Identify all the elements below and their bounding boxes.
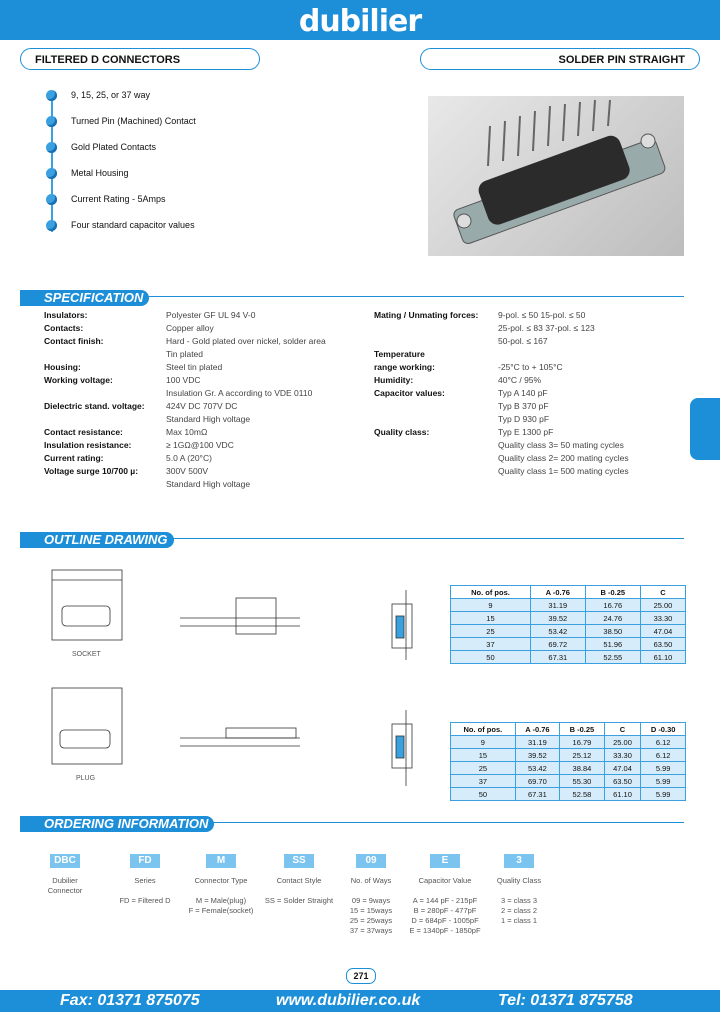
spec-value: 40°C / 95% bbox=[498, 375, 542, 385]
spec-value: 5.0 A (20°C) bbox=[166, 453, 212, 463]
spec-row bbox=[44, 478, 364, 491]
table-header-row bbox=[451, 586, 686, 599]
spec-value: Quality class 2= 200 mating cycles bbox=[498, 453, 629, 463]
table-cell: 38.84 bbox=[560, 762, 605, 775]
spec-row bbox=[44, 439, 364, 452]
spec-row bbox=[44, 374, 364, 387]
table-header-cell: No. of pos. bbox=[451, 586, 531, 599]
spec-value: Quality class 3= 50 mating cycles bbox=[498, 440, 624, 450]
socket-label: SOCKET bbox=[72, 651, 101, 658]
spec-value: Tin plated bbox=[166, 349, 204, 359]
table-row bbox=[451, 638, 686, 651]
table-cell: 47.04 bbox=[640, 625, 685, 638]
brand-logo: dubilier bbox=[298, 4, 422, 39]
spec-value: 50-pol. ≤ 167 bbox=[498, 336, 548, 346]
spec-row bbox=[44, 400, 364, 413]
order-code-box: M bbox=[206, 854, 236, 868]
spec-row bbox=[374, 361, 684, 374]
spec-value: ≥ 1GΩ@100 VDC bbox=[166, 440, 234, 450]
table-header-cell: No. of pos. bbox=[451, 723, 516, 736]
spec-value: Polyester GF UL 94 V-0 bbox=[166, 310, 256, 320]
table-cell: 38.50 bbox=[585, 625, 640, 638]
table-cell: 25.00 bbox=[604, 736, 640, 749]
table-header-cell: A -0.76 bbox=[530, 586, 585, 599]
order-code-description: Capacitor Value A = 144 pF - 215pF B = 280pF - 477pF D = 684pF - 1005pF E = 1340pF - 1850pF bbox=[409, 876, 481, 935]
table-cell: 67.31 bbox=[515, 788, 559, 801]
table-cell: 9 bbox=[451, 599, 531, 612]
spec-row bbox=[44, 452, 364, 465]
order-code-box: 09 bbox=[356, 854, 386, 868]
feature-item bbox=[46, 194, 166, 205]
spec-value: 300V 500V bbox=[166, 466, 209, 476]
order-code-description: Dubilier Connector bbox=[47, 876, 83, 895]
order-code-box: FD bbox=[130, 854, 160, 868]
telephone-number: Tel: 01371 875758 bbox=[498, 992, 633, 1009]
spec-row bbox=[44, 361, 364, 374]
product-photo bbox=[428, 96, 684, 256]
spec-label: Working voltage: bbox=[44, 375, 113, 385]
table-header-cell: D -0.30 bbox=[641, 723, 686, 736]
spec-row bbox=[44, 413, 364, 426]
spec-label: Capacitor values: bbox=[374, 388, 445, 398]
table-cell: 33.30 bbox=[640, 612, 685, 625]
spec-value: Standard High voltage bbox=[166, 414, 251, 424]
spec-row bbox=[374, 465, 684, 478]
table-cell: 47.04 bbox=[604, 762, 640, 775]
table-header-row bbox=[451, 723, 686, 736]
table-cell: 39.52 bbox=[515, 749, 559, 762]
table-row bbox=[451, 788, 686, 801]
spec-row bbox=[374, 348, 684, 361]
table-cell: 61.10 bbox=[604, 788, 640, 801]
outline-drawings bbox=[40, 560, 440, 820]
ordering-heading: ORDERING INFORMATION bbox=[20, 816, 214, 832]
feature-text: 9, 15, 25, or 37 way bbox=[71, 90, 151, 100]
table-cell: 37 bbox=[451, 775, 516, 788]
spec-heading: SPECIFICATION bbox=[20, 290, 149, 306]
table-row bbox=[451, 749, 686, 762]
socket-dimension-table bbox=[450, 585, 686, 664]
table-cell: 5.99 bbox=[641, 762, 686, 775]
order-code-box: 3 bbox=[504, 854, 534, 868]
order-code-description: Quality Class 3 = class 3 2 = class 2 1 = class 1 bbox=[496, 876, 542, 925]
order-code-description: Connector Type M = Male(plug) F = Female(socket) bbox=[188, 876, 254, 915]
table-header-cell: C bbox=[640, 586, 685, 599]
table-cell: 63.50 bbox=[640, 638, 685, 651]
spec-value: Standard High voltage bbox=[166, 479, 251, 489]
spec-value: Insulation Gr. A according to VDE 0110 bbox=[166, 388, 313, 398]
feature-text: Four standard capacitor values bbox=[71, 220, 195, 230]
feature-text: Current Rating - 5Amps bbox=[71, 194, 166, 204]
plug-label: PLUG bbox=[76, 775, 96, 782]
spec-value: Steel tin plated bbox=[166, 362, 223, 372]
table-cell: 50 bbox=[451, 651, 531, 664]
table-cell: 6.12 bbox=[641, 736, 686, 749]
right-title-text: SOLDER PIN STRAIGHT bbox=[558, 54, 685, 66]
table-cell: 39.52 bbox=[530, 612, 585, 625]
table-cell: 33.30 bbox=[604, 749, 640, 762]
spec-label: Mating / Unmating forces: bbox=[374, 310, 479, 320]
table-cell: 15 bbox=[451, 749, 516, 762]
table-cell: 25.12 bbox=[560, 749, 605, 762]
spec-row bbox=[374, 426, 684, 439]
spec-value: 424V DC 707V DC bbox=[166, 401, 238, 411]
bullet-icon bbox=[46, 142, 57, 153]
spec-value: Typ E 1300 pF bbox=[498, 427, 554, 437]
table-header-cell: B -0.25 bbox=[585, 586, 640, 599]
bullet-icon bbox=[46, 168, 57, 179]
spec-value: Max 10mΩ bbox=[166, 427, 208, 437]
order-code-description: Series FD = Filtered D bbox=[119, 876, 171, 905]
spec-label: Contact resistance: bbox=[44, 427, 123, 437]
table-header-cell: A -0.76 bbox=[515, 723, 559, 736]
spec-value: Copper alloy bbox=[166, 323, 214, 333]
table-row bbox=[451, 762, 686, 775]
table-cell: 24.76 bbox=[585, 612, 640, 625]
spec-value: Hard - Gold plated over nickel, solder area bbox=[166, 336, 326, 346]
table-cell: 63.50 bbox=[604, 775, 640, 788]
spec-row bbox=[374, 439, 684, 452]
table-cell: 53.42 bbox=[515, 762, 559, 775]
d-connector-image bbox=[428, 96, 684, 256]
spec-row bbox=[44, 309, 364, 322]
spec-value: 100 VDC bbox=[166, 375, 201, 385]
spec-row bbox=[374, 335, 684, 348]
feature-item bbox=[46, 168, 129, 179]
table-cell: 5.99 bbox=[641, 788, 686, 801]
spec-row bbox=[44, 387, 364, 400]
spec-row bbox=[374, 387, 684, 400]
spec-label: Contact finish: bbox=[44, 336, 104, 346]
table-cell: 16.79 bbox=[560, 736, 605, 749]
section-tab bbox=[690, 398, 720, 460]
table-header-cell: C bbox=[604, 723, 640, 736]
spec-value: -25°C to + 105°C bbox=[498, 362, 563, 372]
spec-row bbox=[374, 309, 684, 322]
section-title-left bbox=[20, 48, 260, 70]
table-cell: 31.19 bbox=[530, 599, 585, 612]
table-cell: 25 bbox=[451, 625, 531, 638]
table-cell: 67.31 bbox=[530, 651, 585, 664]
spec-row bbox=[374, 374, 684, 387]
table-cell: 6.12 bbox=[641, 749, 686, 762]
feature-item bbox=[46, 220, 195, 231]
spec-label: Voltage surge 10/700 µ: bbox=[44, 466, 139, 476]
table-cell: 16.76 bbox=[585, 599, 640, 612]
order-code-box: E bbox=[430, 854, 460, 868]
spec-value: 25-pol. ≤ 83 37-pol. ≤ 123 bbox=[498, 323, 595, 333]
table-cell: 61.10 bbox=[640, 651, 685, 664]
feature-item bbox=[46, 90, 150, 101]
feature-text: Turned Pin (Machined) Contact bbox=[71, 116, 196, 126]
table-cell: 37 bbox=[451, 638, 531, 651]
spec-row bbox=[44, 465, 364, 478]
spec-row bbox=[44, 322, 364, 335]
spec-row bbox=[374, 400, 684, 413]
table-cell: 31.19 bbox=[515, 736, 559, 749]
bullet-icon bbox=[46, 116, 57, 127]
table-cell: 55.30 bbox=[560, 775, 605, 788]
spec-row bbox=[44, 348, 364, 361]
order-code-box: DBC bbox=[50, 854, 80, 868]
table-cell: 69.70 bbox=[515, 775, 559, 788]
table-cell: 9 bbox=[451, 736, 516, 749]
spec-label: Housing: bbox=[44, 362, 81, 372]
table-row bbox=[451, 625, 686, 638]
table-row bbox=[451, 775, 686, 788]
fax-number: Fax: 01371 875075 bbox=[60, 992, 200, 1009]
table-cell: 52.58 bbox=[560, 788, 605, 801]
table-cell: 53.42 bbox=[530, 625, 585, 638]
table-cell: 15 bbox=[451, 612, 531, 625]
feature-item bbox=[46, 142, 156, 153]
spec-label: Dielectric stand. voltage: bbox=[44, 401, 145, 411]
table-row bbox=[451, 736, 686, 749]
spec-label: range working: bbox=[374, 362, 435, 372]
spec-label: Insulators: bbox=[44, 310, 88, 320]
spec-label: Temperature bbox=[374, 349, 425, 359]
website-link[interactable]: www.dubilier.co.uk bbox=[276, 992, 421, 1009]
plug-dimension-table bbox=[450, 722, 686, 801]
spec-label: Contacts: bbox=[44, 323, 84, 333]
table-cell: 25.00 bbox=[640, 599, 685, 612]
table-cell: 69.72 bbox=[530, 638, 585, 651]
table-row bbox=[451, 599, 686, 612]
spec-row bbox=[374, 322, 684, 335]
spec-value: Typ A 140 pF bbox=[498, 388, 548, 398]
bullet-icon bbox=[46, 90, 57, 101]
left-title-text: FILTERED D CONNECTORS bbox=[35, 54, 181, 66]
feature-text: Gold Plated Contacts bbox=[71, 142, 157, 152]
spec-value: Quality class 1= 500 mating cycles bbox=[498, 466, 629, 476]
spec-row bbox=[44, 335, 364, 348]
table-header-cell: B -0.25 bbox=[560, 723, 605, 736]
table-cell: 52.55 bbox=[585, 651, 640, 664]
table-row bbox=[451, 651, 686, 664]
spec-value: 9-pol. ≤ 50 15-pol. ≤ 50 bbox=[498, 310, 586, 320]
page-number: 271 bbox=[346, 968, 376, 984]
spec-row bbox=[44, 426, 364, 439]
spec-left-column bbox=[44, 309, 364, 491]
table-cell: 50 bbox=[451, 788, 516, 801]
feature-item bbox=[46, 116, 196, 127]
spec-value: Typ D 930 pF bbox=[498, 414, 550, 424]
table-cell: 25 bbox=[451, 762, 516, 775]
table-cell: 5.99 bbox=[641, 775, 686, 788]
spec-row bbox=[374, 452, 684, 465]
bullet-icon bbox=[46, 220, 57, 231]
section-title-right bbox=[420, 48, 700, 70]
order-code-description: No. of Ways 09 = 9ways 15 = 15ways 25 = 25ways 37 = 37ways bbox=[349, 876, 393, 935]
table-cell: 51.96 bbox=[585, 638, 640, 651]
section-tab-label: SECTION 11 bbox=[676, 420, 686, 473]
spec-row bbox=[374, 413, 684, 426]
feature-text: Metal Housing bbox=[71, 168, 129, 178]
spec-label: Insulation resistance: bbox=[44, 440, 132, 450]
spec-right-column bbox=[374, 309, 684, 478]
spec-label: Current rating: bbox=[44, 453, 104, 463]
spec-label: Quality class: bbox=[374, 427, 430, 437]
outline-heading: OUTLINE DRAWING bbox=[20, 532, 174, 548]
order-code-box: SS bbox=[284, 854, 314, 868]
table-row bbox=[451, 612, 686, 625]
spec-label: Humidity: bbox=[374, 375, 414, 385]
spec-value: Typ B 370 pF bbox=[498, 401, 549, 411]
footer-bar bbox=[0, 990, 720, 1012]
order-code-description: Contact Style SS = Solder Straight bbox=[264, 876, 334, 905]
bullet-icon bbox=[46, 194, 57, 205]
